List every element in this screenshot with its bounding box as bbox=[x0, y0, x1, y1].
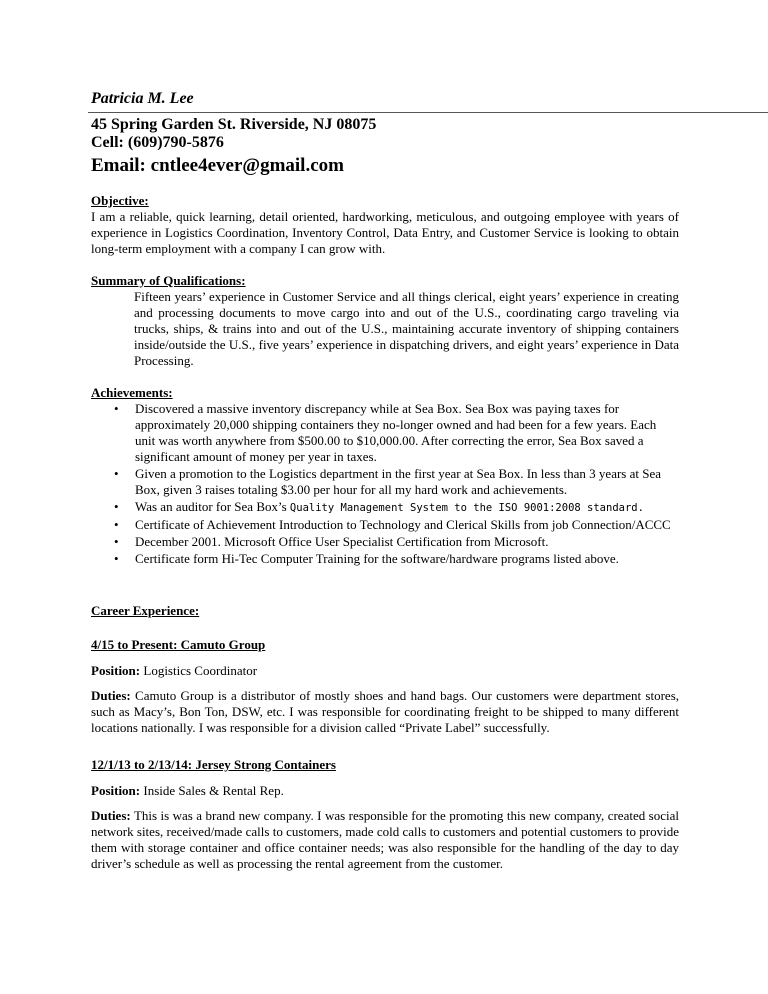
auditor-text: Was an auditor for Sea Box’s bbox=[135, 499, 287, 514]
job-duties bbox=[91, 808, 679, 872]
duties-label: Duties: bbox=[91, 688, 131, 703]
position-value: Inside Sales & Rental Rep. bbox=[143, 783, 284, 798]
bullet-icon: • bbox=[114, 401, 119, 416]
list-item bbox=[91, 551, 679, 567]
auditor-standard-text: Quality Management System to the ISO 9001:2008 standard. bbox=[289, 502, 644, 514]
achievements-heading: Achievements: bbox=[91, 385, 173, 400]
achievements-list bbox=[91, 401, 679, 567]
career-section bbox=[91, 603, 679, 619]
position-label: Position: bbox=[91, 783, 141, 798]
job-position bbox=[91, 663, 679, 679]
achievement-text: Certificate of Achievement Introduction to Technology and Clerical Skills from job Connection/ACCC bbox=[135, 517, 671, 532]
bullet-icon: • bbox=[114, 551, 119, 566]
job-position bbox=[91, 783, 679, 799]
bullet-icon: • bbox=[114, 534, 119, 549]
summary-text: Fifteen years’ experience in Customer Service and all things clerical, eight years’ experience in creating and processing documents to move cargo into and out of the U.S., coordinating cargo traveling via trucks, ships, & trains into and out of the U.S., maintaining accurate inventory of shipping containers inside/outside the U.S., five years’ experience in dispatching drivers, and eight years’ experience in Data Processing. bbox=[134, 289, 679, 368]
achievements-section bbox=[91, 385, 679, 567]
list-item bbox=[91, 517, 679, 533]
job-title: 4/15 to Present: Camuto Group bbox=[91, 637, 266, 652]
applicant-name: Patricia M. Lee bbox=[91, 90, 194, 107]
summary-heading: Summary of Qualifications: bbox=[91, 273, 246, 288]
career-heading: Career Experience: bbox=[91, 603, 200, 618]
objective-text: I am a reliable, quick learning, detail oriented, hardworking, meticulous, and outgoing employee with years of experience in Logistics Coordination, Inventory Control, Data Entry, and Customer Service is looking to obtain long-term employment with a company I can grow with. bbox=[91, 209, 679, 256]
duties-text: This is was a brand new company. I was responsible for the promoting this new company, created social network sites, received/made calls to customers, made cold calls to customers and potential customers to provide them with storage container and office container needs; was also responsible for the handling of the day to day driver’s schedule as well as processing the rental agreement from the customer. bbox=[91, 808, 680, 871]
applicant-address: 45 Spring Garden St. Riverside, NJ 08075 bbox=[91, 116, 377, 133]
position-label: Position: bbox=[91, 663, 141, 678]
applicant-phone: Cell: (609)790-5876 bbox=[91, 134, 224, 151]
duties-text: Camuto Group is a distributor of mostly shoes and hand bags. Our customers were department stores, such as Macy’s, Bon Ton, DSW, etc. I was responsible for coordinating freight to be shipped to many different locations nationally. I was responsible for a division called “Private Label” successfully. bbox=[91, 688, 680, 735]
objective-section bbox=[91, 193, 679, 257]
summary-section bbox=[91, 273, 679, 369]
achievement-text: Given a promotion to the Logistics department in the first year at Sea Box. In less than 3 years at Sea Box, given 3 raises totaling $3.00 per hour for all my hard work and achievements. bbox=[135, 466, 662, 497]
bullet-icon: • bbox=[114, 499, 119, 514]
achievement-text: December 2001. Microsoft Office User Specialist Certification from Microsoft. bbox=[135, 534, 549, 549]
position-value: Logistics Coordinator bbox=[143, 663, 258, 678]
list-item bbox=[91, 466, 679, 498]
bullet-icon: • bbox=[114, 517, 119, 532]
duties-label: Duties: bbox=[91, 808, 131, 823]
list-item bbox=[91, 534, 679, 550]
job-duties bbox=[91, 688, 679, 736]
job-entry bbox=[91, 757, 679, 872]
achievement-text: Discovered a massive inventory discrepancy while at Sea Box. Sea Box was paying taxes for approximately 20,000 shipping containers they no-longer owned and had been for a few years. Each unit was worth anywhere from $500.00 to $10,000.00. After correcting the error, Sea Box saved a significant amount of money per year in taxes. bbox=[135, 401, 657, 464]
list-item bbox=[91, 499, 679, 516]
list-item bbox=[91, 401, 679, 465]
applicant-email: Email: cntlee4ever@gmail.com bbox=[91, 155, 344, 176]
header-divider bbox=[88, 112, 768, 113]
bullet-icon: • bbox=[114, 466, 119, 481]
achievement-text: Certificate form Hi-Tec Computer Training for the software/hardware programs listed above. bbox=[135, 551, 619, 566]
objective-heading: Objective: bbox=[91, 193, 149, 208]
job-title: 12/1/13 to 2/13/14: Jersey Strong Containers bbox=[91, 757, 336, 772]
job-entry bbox=[91, 637, 679, 736]
